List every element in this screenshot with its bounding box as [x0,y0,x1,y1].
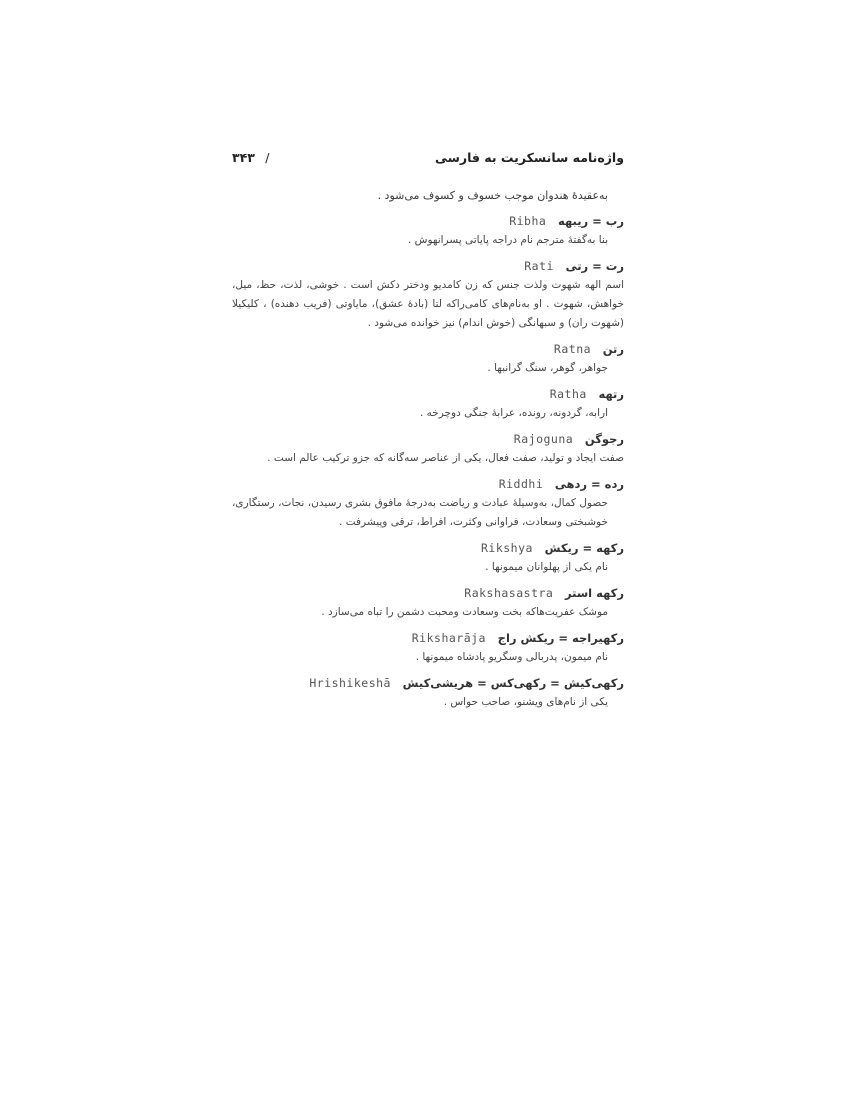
entry-transliteration: Ratha [549,387,587,401]
entry-definition: موشک عفریت‌هاکه بخت وسعادت ومحبت دشمن را تباه می‌سازد . [321,606,608,618]
dictionary-entry [232,430,624,468]
entry-headword [232,539,624,558]
dictionary-entry [232,257,624,333]
continued-definition: به‌عقیدهٔ هندوان موجب خسوف و کسوف می‌شود . [377,189,608,202]
entry-definition: یکی از نام‌های ویشنو، صاحب حواس . [443,696,608,708]
entry-term: رتهه [598,387,624,401]
dictionary-entry [232,629,624,667]
entry-definition: نام یکی از پهلوانان میمونها . [485,561,608,573]
entry-transliteration: Rikshya [480,541,533,555]
entry-definition: حصول کمال، به‌وسیلهٔ عبادت و ریاضت به‌درجهٔ مافوق بشری رسیدن، نجات، رستگاری، خوشبختی وسعادت، فراوانی وکثرت، افراط، ترقی وپیشرفت . [232,497,608,528]
entry-term: رجوگن [584,432,624,446]
dictionary-entry [232,212,624,250]
page-number: ۳۴۳ [232,150,255,165]
entry-term: رکهه = ریکش [544,541,624,555]
entry-term: رتن [602,342,624,356]
dictionary-entry [232,475,624,532]
entry-headword [232,430,624,449]
dictionary-page [232,150,624,719]
entry-term: رب = ریبهه [557,214,624,228]
entry-term: رکهیراجه = ریکش راج [497,631,624,645]
running-title: واژه‌نامه سانسکریت به فارسی [434,150,624,165]
entry-definition: صفت ایجاد و تولید، صفت فعال، یکی از عناصر سه‌گانه که جزو ترکیب عالم است . [267,452,624,464]
entry-definition: نام میمون، پدربالی وسگریو پادشاه میمونها . [415,651,608,663]
entry-transliteration: Rati [524,259,554,273]
dictionary-entry [232,340,624,378]
entry-headword [232,475,624,494]
dictionary-entry [232,584,624,622]
dictionary-entry [232,385,624,423]
entry-definition: اسم الهه شهوت ولذت جنس که زن کامدیو ودختر دکش است . خوشی، لذت، حظ، میل، خواهش، شهوت . او به‌نام‌های کامی‌راکه لتا (بادهٔ عشق)، مایاوتی (فریب دهنده) ، کلیکیلا (شهوت ران) و سبهانگی (خوش اندام) نیز خوانده می‌شود . [232,279,624,329]
entry-term: رکهی‌کیش = رکهی‌کس = هریشی‌کیش [402,676,624,690]
entry-headword [232,674,624,693]
entry-transliteration: Ratna [553,342,592,356]
entry-transliteration: Riksharāja [411,631,486,645]
entry-headword [232,212,624,231]
entry-transliteration: Riddhi [498,477,544,491]
page-number-group [232,150,275,165]
entry-headword [232,629,624,648]
entry-headword [232,340,624,359]
header-separator: / [265,150,270,165]
entry-definition: بنا به‌گفتهٔ مترجم نام دراجه پایاتی پسرانهوش . [407,234,608,246]
entry-transliteration: Rajoguna [513,432,574,446]
entry-transliteration: Hrishikeshā [309,676,391,690]
page-header [232,150,624,165]
entry-term: رت = رتی [565,259,624,273]
entry-transliteration: Rakshasastra [464,586,554,600]
entry-term: رکهه استر [565,586,624,600]
entry-transliteration: Ribha [509,214,547,228]
entry-term: رده = ردهی [554,477,624,491]
entry-headword [232,257,624,276]
entry-definition: ارابه، گردونه، رونده، عرابهٔ جنگی دوچرخه . [419,407,608,419]
dictionary-entry [232,539,624,577]
entry-headword [232,584,624,603]
entry-definition: جواهر، گوهر، سنگ گرانبها . [487,362,608,374]
entry-headword [232,385,624,404]
dictionary-entry [232,674,624,712]
